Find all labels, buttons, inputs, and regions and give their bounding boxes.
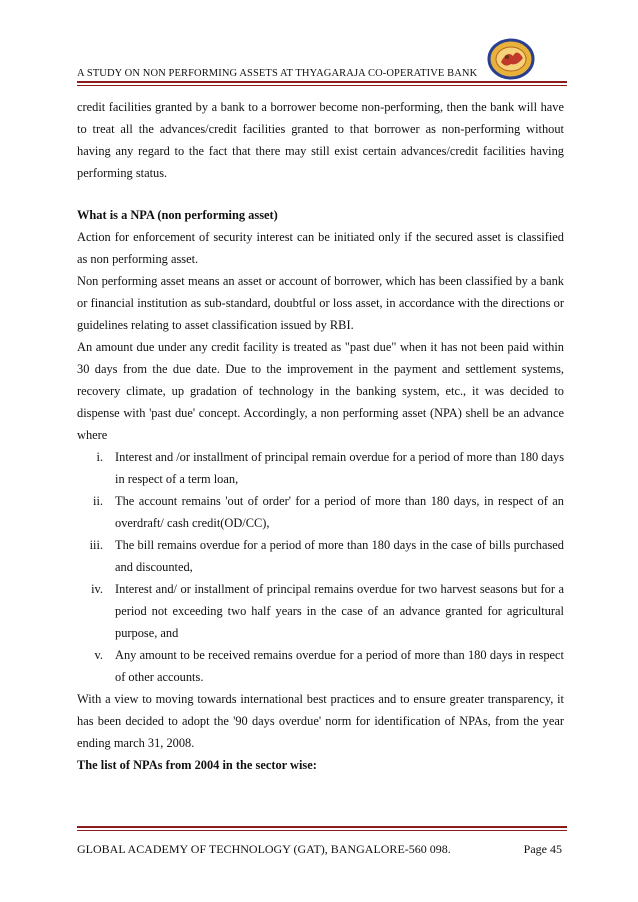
page-body xyxy=(77,96,564,776)
footer-institution: GLOBAL ACADEMY OF TECHNOLOGY (GAT), BANGALORE-560 098. xyxy=(77,842,451,856)
list-item xyxy=(77,578,564,644)
paragraph: With a view to moving towards international best practices and to ensure greater transparency, it has been decided to adopt the '90 days overdue' norm for identification of NPAs, from the year ending march 31, 2008. xyxy=(77,692,564,750)
list-item xyxy=(77,534,564,578)
list-number: iii. xyxy=(89,538,103,552)
paragraph: Non performing asset means an asset or account of borrower, which has been classified by a bank or financial institution as sub-standard, doubtful or loss asset, in accordance with the directions or guidelines relating to asset classification issued by RBI. xyxy=(77,274,564,332)
list-text: Interest and /or installment of principal remain overdue for a period of more than 180 days in respect of a term loan, xyxy=(115,450,565,486)
list-item xyxy=(77,446,564,490)
page-number: Page 45 xyxy=(523,842,562,856)
list-text: The bill remains overdue for a period of more than 180 days in the case of bills purchased and discounted, xyxy=(115,538,564,574)
list-number: v. xyxy=(94,648,103,662)
npa-criteria-list xyxy=(77,446,564,688)
paragraph: Action for enforcement of security interest can be initiated only if the secured asset is classified as non performing asset. xyxy=(77,230,564,266)
list-number: i. xyxy=(96,450,103,464)
paragraph: An amount due under any credit facility is treated as "past due" when it has not been paid within 30 days from the due date. Due to the improvement in the payment and settlement systems, recovery climate, up gradation of technology in the banking system, etc., it was decided to dispense with 'past due' concept. Accordingly, a non performing asset (NPA) shell be an advance where xyxy=(77,340,564,442)
header-rule xyxy=(77,81,567,83)
section-heading: What is a NPA (non performing asset) xyxy=(77,208,278,222)
footer-rule xyxy=(77,826,567,828)
list-item xyxy=(77,490,564,534)
list-text: Any amount to be received remains overdue for a period of more than 180 days in respect of other accounts. xyxy=(115,648,564,684)
bank-emblem-icon xyxy=(487,38,535,80)
header-title: A STUDY ON NON PERFORMING ASSETS AT THYAGARAJA CO-OPERATIVE BANK xyxy=(77,68,478,79)
section-heading: The list of NPAs from 2004 in the sector wise: xyxy=(77,758,317,772)
list-text: Interest and/ or installment of principal remains overdue for two harvest seasons but for a period not exceeding two half years in the case of an advance granted for agricultural purpose, and xyxy=(115,582,564,640)
list-text: The account remains 'out of order' for a period of more than 180 days, in respect of an overdraft/ cash credit(OD/CC), xyxy=(115,494,564,530)
header-rule-thin xyxy=(77,85,567,86)
list-number: ii. xyxy=(93,494,103,508)
footer-rule-thin xyxy=(77,830,567,831)
list-item xyxy=(77,644,564,688)
list-number: iv. xyxy=(91,582,103,596)
paragraph: credit facilities granted by a bank to a borrower become non-performing, then the bank will have to treat all the advances/credit facilities granted to that borrower as non-performing without having any regard to the fact that there may still exist certain advances/credit facilities having performing status. xyxy=(77,100,564,180)
